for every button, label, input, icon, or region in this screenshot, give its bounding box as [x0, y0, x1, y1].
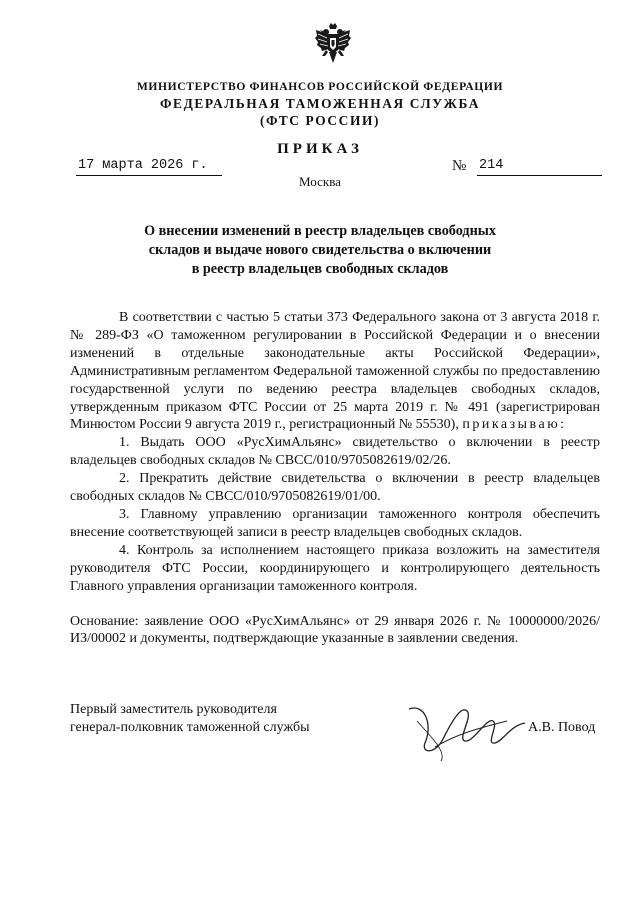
order-item: 2. Прекратить действие свидетельства о включении в реестр владельцев свободных складов № СВСС/010/9705082619/01/00. [70, 471, 600, 505]
document-number: 214 [477, 157, 602, 176]
service-short-name: (ФТС РОССИИ) [259, 113, 381, 128]
signer-position [70, 701, 309, 737]
service-name [0, 95, 640, 129]
ministry-name: МИНИСТЕРСТВО ФИНАНСОВ РОССИЙСКОЙ ФЕДЕРАЦИИ [136, 80, 504, 93]
signer-position-line: Первый заместитель руководителя [70, 702, 277, 717]
signer-position-line: генерал-полковник таможенной службы [70, 720, 310, 735]
order-item: 1. Выдать ООО «РусХимАльянс» свидетельство о включении в реестр владельцев свободных складов № СВСС/010/9705082619/02/26. [70, 435, 600, 469]
document-title [110, 222, 530, 279]
city: Москва [299, 174, 341, 189]
basis-paragraph: Основание: заявление ООО «РусХимАльянс» от 29 января 2026 г. № 10000000/2026/ИЗ/00002 и документы, подтверждающие указанные в заявлении сведения. [70, 613, 600, 647]
service-full-name: ФЕДЕРАЛЬНАЯ ТАМОЖЕННАЯ СЛУЖБА [159, 96, 481, 111]
preamble-paragraph [70, 309, 600, 434]
document-type: ПРИКАЗ [277, 141, 363, 157]
number-sign: № [452, 158, 467, 174]
order-word: приказываю: [462, 417, 567, 433]
title-line: в реестр владельцев свободных складов [191, 261, 449, 277]
handwritten-signature [395, 695, 535, 765]
signer-name: А.В. Повод [528, 720, 596, 735]
order-item: 3. Главному управлению организации таможенного контроля обеспечить внесение соответствующей записи в реестр владельцев свободных складов. [70, 506, 600, 540]
document-date: 17 марта 2026 г. [76, 157, 222, 176]
order-item: 4. Контроль за исполнением настоящего приказа возложить на заместителя руководителя ФТС России, координирующего и контролирующего деятельность Главного управления организации таможенного контроля. [70, 542, 600, 594]
title-line: О внесении изменений в реестр владельцев свободных [144, 223, 496, 239]
coat-of-arms-icon [314, 22, 352, 66]
preamble-text: В соответствии с частью 5 статьи 373 Федерального закона от 3 августа 2018 г. № 289-ФЗ «О таможенном регулировании в Российской Федерации и о внесении изменений в отдельные законодательные акты Российской Федерации», Административным регламентом Федеральной таможенной службы по предоставлению государственной услуги по ведению реестра владельцев свободных складов, утвержденным приказом ФТС России от 25 марта 2019 г. № 491 (зарегистрирован Минюстом России 9 августа 2019 г., регистрационный № 55530), [70, 310, 600, 433]
title-line: складов и выдаче нового свидетельства о включении [148, 242, 492, 258]
document-body [70, 309, 600, 648]
